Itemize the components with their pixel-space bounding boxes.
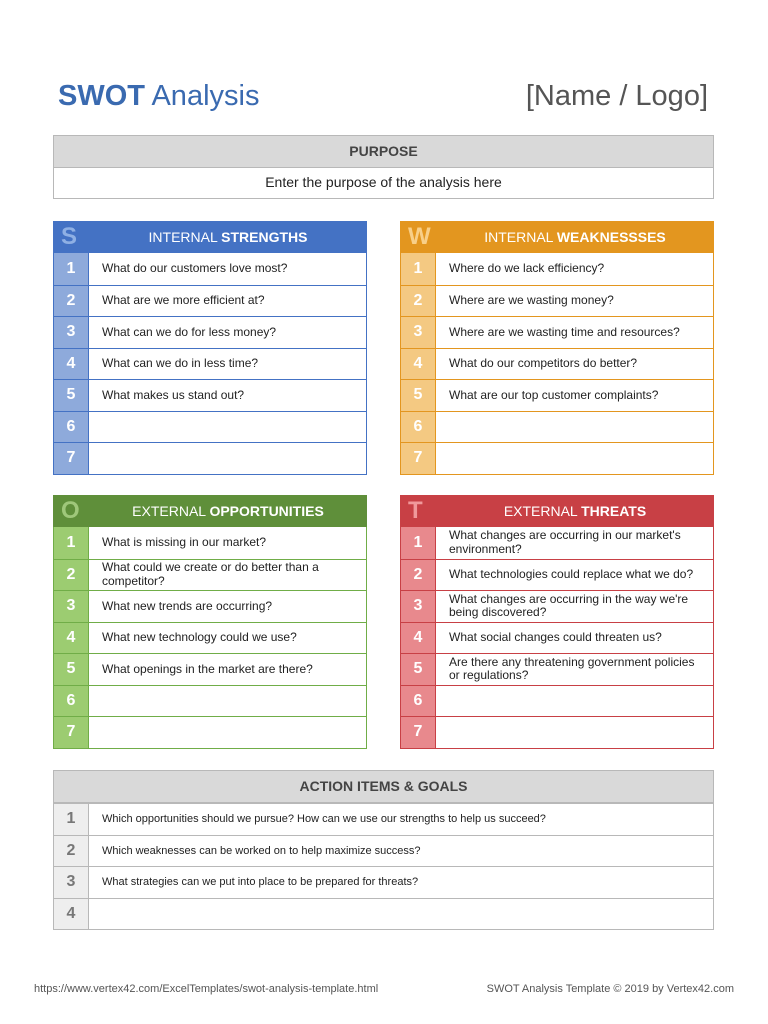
table-row	[401, 559, 713, 591]
row-number: 1	[401, 253, 436, 285]
strength-cell[interactable]	[89, 443, 366, 474]
row-number: 3	[54, 867, 89, 898]
table-row	[54, 835, 713, 867]
row-number: 7	[401, 443, 436, 474]
weakness-cell[interactable]: Where are we wasting time and resources?	[449, 324, 680, 339]
row-number: 2	[54, 560, 89, 591]
row-number: 3	[401, 591, 436, 622]
row-number: 1	[54, 527, 89, 559]
table-row	[401, 253, 713, 285]
table-row	[401, 348, 713, 380]
page-title	[58, 80, 259, 113]
row-number: 3	[54, 317, 89, 348]
action-cell[interactable]	[89, 899, 713, 930]
row-number: 2	[54, 286, 89, 317]
row-number: 7	[54, 717, 89, 748]
weaknesses-title: INTERNAL WEAKNESSSES	[484, 229, 666, 245]
table-row	[54, 590, 366, 622]
row-number: 6	[401, 686, 436, 717]
row-number: 5	[401, 380, 436, 411]
weaknesses-header	[400, 221, 714, 253]
row-number: 2	[54, 836, 89, 867]
row-number: 2	[401, 560, 436, 591]
opportunity-cell[interactable]	[89, 717, 366, 748]
table-row	[54, 285, 366, 317]
table-row	[401, 527, 713, 559]
opportunity-cell[interactable]: What openings in the market are there?	[102, 661, 313, 676]
table-row	[401, 442, 713, 474]
opportunities-section	[53, 495, 367, 749]
weakness-cell[interactable]: What do our competitors do better?	[449, 356, 638, 370]
strength-cell[interactable]: What do our customers love most?	[102, 261, 288, 275]
table-row	[54, 685, 366, 717]
action-cell[interactable]: What strategies can we put into place to be prepared for threats?	[102, 876, 419, 889]
table-row	[401, 622, 713, 654]
row-number: 3	[54, 591, 89, 622]
weaknesses-section	[400, 221, 714, 475]
opportunities-header	[53, 495, 367, 527]
table-row	[54, 379, 366, 411]
threats-section	[400, 495, 714, 749]
threats-title: EXTERNAL THREATS	[503, 503, 647, 519]
row-number: 7	[54, 443, 89, 474]
row-number: 4	[54, 899, 89, 930]
footer-url-link[interactable]: https://www.vertex42.com/ExcelTemplates/swot-analysis-template.html	[34, 983, 379, 995]
purpose-input[interactable]: Enter the purpose of the analysis here	[265, 174, 502, 190]
opportunity-cell[interactable]	[89, 686, 366, 717]
weakness-cell[interactable]	[436, 412, 713, 443]
weakness-cell[interactable]: Where are we wasting money?	[449, 293, 614, 307]
threat-cell[interactable]: What technologies could replace what we do?	[449, 567, 694, 581]
row-number: 4	[401, 623, 436, 654]
strength-cell[interactable]: What can we do for less money?	[102, 324, 277, 339]
row-number: 6	[54, 686, 89, 717]
row-number: 2	[401, 286, 436, 317]
table-row	[54, 411, 366, 443]
table-row	[54, 803, 713, 835]
threat-cell[interactable]: What changes are occurring in our market's environment?	[449, 528, 681, 556]
title-rest: Analysis	[151, 80, 260, 112]
title-bold: SWOT	[58, 80, 145, 112]
threats-letter: T	[408, 497, 423, 524]
strength-cell[interactable]: What are we more efficient at?	[102, 293, 265, 307]
action-cell[interactable]: Which opportunities should we pursue? How can we use our strengths to help us succeed?	[102, 813, 546, 826]
strengths-title: INTERNAL STRENGTHS	[148, 229, 308, 245]
purpose-heading: PURPOSE	[54, 136, 713, 168]
row-number: 4	[54, 623, 89, 654]
action-items-section	[53, 770, 714, 930]
table-row	[54, 527, 366, 559]
weakness-cell[interactable]	[436, 443, 713, 474]
row-number: 4	[401, 349, 436, 380]
row-number: 1	[54, 804, 89, 835]
row-number: 4	[54, 349, 89, 380]
strengths-header	[53, 221, 367, 253]
strength-cell[interactable]: What can we do in less time?	[102, 356, 259, 370]
table-row	[401, 653, 713, 685]
strength-cell[interactable]: What makes us stand out?	[102, 387, 245, 402]
table-row	[54, 348, 366, 380]
threat-cell[interactable]	[436, 717, 713, 748]
table-row	[401, 685, 713, 717]
table-row	[54, 253, 366, 285]
weakness-cell[interactable]: What are our top customer complaints?	[449, 387, 659, 402]
opportunity-cell[interactable]: What new trends are occurring?	[102, 598, 273, 613]
table-row	[401, 411, 713, 443]
threat-cell[interactable]: What changes are occurring in the way we're being discovered?	[449, 591, 689, 620]
row-number: 5	[401, 654, 436, 685]
table-row	[54, 316, 366, 348]
opportunity-cell[interactable]: What is missing in our market?	[102, 535, 267, 549]
opportunity-cell[interactable]: What new technology could we use?	[102, 630, 297, 644]
logo-placeholder: [Name / Logo]	[525, 80, 708, 112]
opportunities-title: EXTERNAL OPPORTUNITIES	[132, 503, 324, 519]
row-number: 6	[54, 412, 89, 443]
table-row	[401, 590, 713, 622]
row-number: 7	[401, 717, 436, 748]
threat-cell[interactable]: Are there any threatening government policies or regulations?	[449, 654, 695, 683]
action-items-heading: ACTION ITEMS & GOALS	[54, 771, 713, 803]
table-row	[401, 379, 713, 411]
opportunities-letter: O	[61, 497, 80, 524]
table-row	[54, 622, 366, 654]
table-row	[54, 442, 366, 474]
table-row	[401, 716, 713, 748]
strength-cell[interactable]	[89, 412, 366, 443]
row-number: 5	[54, 380, 89, 411]
opportunity-cell[interactable]: What could we create or do better than a competitor?	[102, 560, 319, 588]
table-row	[401, 285, 713, 317]
table-row	[54, 653, 366, 685]
table-row	[401, 316, 713, 348]
footer-copyright: SWOT Analysis Template © 2019 by Vertex42.com	[486, 983, 734, 995]
row-number: 5	[54, 654, 89, 685]
threats-header	[400, 495, 714, 527]
table-row	[54, 716, 366, 748]
table-row	[54, 898, 713, 930]
purpose-section	[53, 135, 714, 199]
strengths-section	[53, 221, 367, 475]
row-number: 1	[401, 527, 436, 559]
strengths-letter: S	[61, 223, 78, 250]
table-row	[54, 866, 713, 898]
threat-cell[interactable]: What social changes could threaten us?	[449, 630, 662, 644]
table-row	[54, 559, 366, 591]
row-number: 1	[54, 253, 89, 285]
row-number: 3	[401, 317, 436, 348]
weakness-cell[interactable]: Where do we lack efficiency?	[449, 261, 605, 275]
action-cell[interactable]: Which weaknesses can be worked on to help maximize success?	[102, 844, 421, 857]
threat-cell[interactable]	[436, 686, 713, 717]
row-number: 6	[401, 412, 436, 443]
weaknesses-letter: W	[408, 223, 431, 250]
